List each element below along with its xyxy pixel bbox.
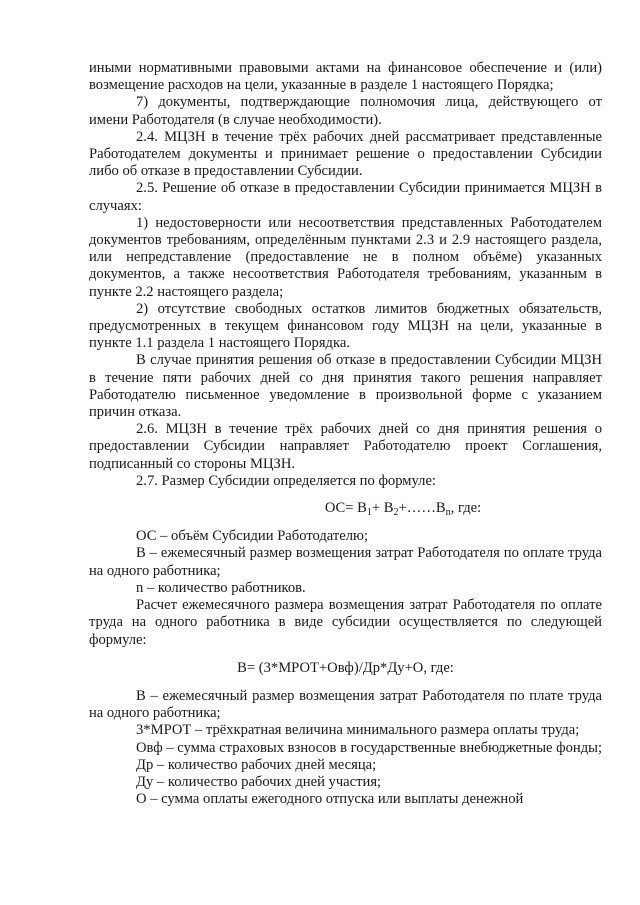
- formula-dots: +……В: [398, 500, 446, 517]
- definition-mrot: 3*МРОТ – трёхкратная величина минимального размера оплаты труда;: [136, 722, 580, 739]
- paragraph-2-7: 2.7. Размер Субсидии определяется по формуле:: [136, 472, 436, 489]
- paragraph-reason-1: 1) недостоверности или несоответствия представленных Работодателем документов требованиям, определённым пунктами 2.3 и 2.9 настоящего раздела, или непредставление (предоставление не в полном объёме) указанных документов, а также несоответствия Работодателя требованиям, указанным в пункте 2.2 настоящего раздела;: [89, 214, 602, 300]
- paragraph-item-7: 7) документы, подтверждающие полномочия лица, действующего от имени Работодателя (в случае необходимости).: [89, 94, 602, 128]
- paragraph-2-6: 2.6. МЦЗН в течение трёх рабочих дней со дня принятия решения о предоставлении Субсидии направляет Работодателю проект Соглашения, подписанный со стороны МЦЗН.: [89, 421, 602, 472]
- paragraph-2-5: 2.5. Решение об отказе в предоставлении Субсидии принимается МЦЗН в случаях:: [89, 180, 602, 214]
- definition-dr: Др – количество рабочих дней месяца;: [136, 756, 377, 773]
- document-page: [89, 60, 602, 808]
- definition-ovf: Овф – сумма страховых взносов в государственные внебюджетные фонды;: [136, 739, 602, 756]
- formula-sub-1: 1: [366, 507, 372, 519]
- formula-lhs: ОС= В: [324, 500, 367, 517]
- definition-n: n – количество работников.: [136, 579, 306, 596]
- paragraph-continuation: иными нормативными правовыми актами на финансовое обеспечение и (или) возмещение расходов на цели, указанные в разделе 1 настоящего Порядка;: [89, 60, 602, 94]
- paragraph-calculation: Расчет ежемесячного размера возмещения затрат Работодателя по оплате труда на одного работника в виде субсидии осуществляется по следующей формуле:: [89, 597, 602, 648]
- paragraph-2-4: 2.4. МЦЗН в течение трёх рабочих дней рассматривает представленные Работодателем документы и принимает решение о предоставлении Субсидии либо об отказе в предоставлении Субсидии.: [89, 128, 602, 180]
- formula-plus: + В: [371, 500, 394, 517]
- formula-sub-2: 2: [393, 507, 399, 519]
- definition-v: В – ежемесячный размер возмещения затрат Работодателя по оплате труда на одного работника;: [89, 545, 602, 579]
- monthly-formula: В= (3*МРОТ+Овф)/Др*Ду+О, где:: [237, 659, 454, 676]
- formula-tail: , где:: [450, 500, 482, 517]
- formula-sub-n: n: [445, 507, 451, 519]
- definition-os: ОС – объём Субсидии Работодателю;: [136, 528, 368, 545]
- definition-v-monthly: В – ежемесячный размер возмещения затрат Работодателя по плате труда на одного работника;: [89, 687, 602, 722]
- subsidy-formula: [89, 500, 602, 517]
- paragraph-refusal-notice: В случае принятия решения об отказе в предоставлении Субсидии МЦЗН в течение пяти рабочих дней со дня принятия такого решения направляет Работодателю письменное уведомление в произвольной форме с указанием причин отказа.: [89, 352, 602, 421]
- definition-du: Ду – количество рабочих дней участия;: [136, 773, 382, 790]
- paragraph-reason-2: 2) отсутствие свободных остатков лимитов бюджетных обязательств, предусмотренных в текущем финансовом году МЦЗН на цели, указанные в пункте 1.1 раздела 1 настоящего Порядка.: [89, 300, 602, 352]
- definition-o: О – сумма оплаты ежегодного отпуска или выплаты денежной: [136, 791, 524, 808]
